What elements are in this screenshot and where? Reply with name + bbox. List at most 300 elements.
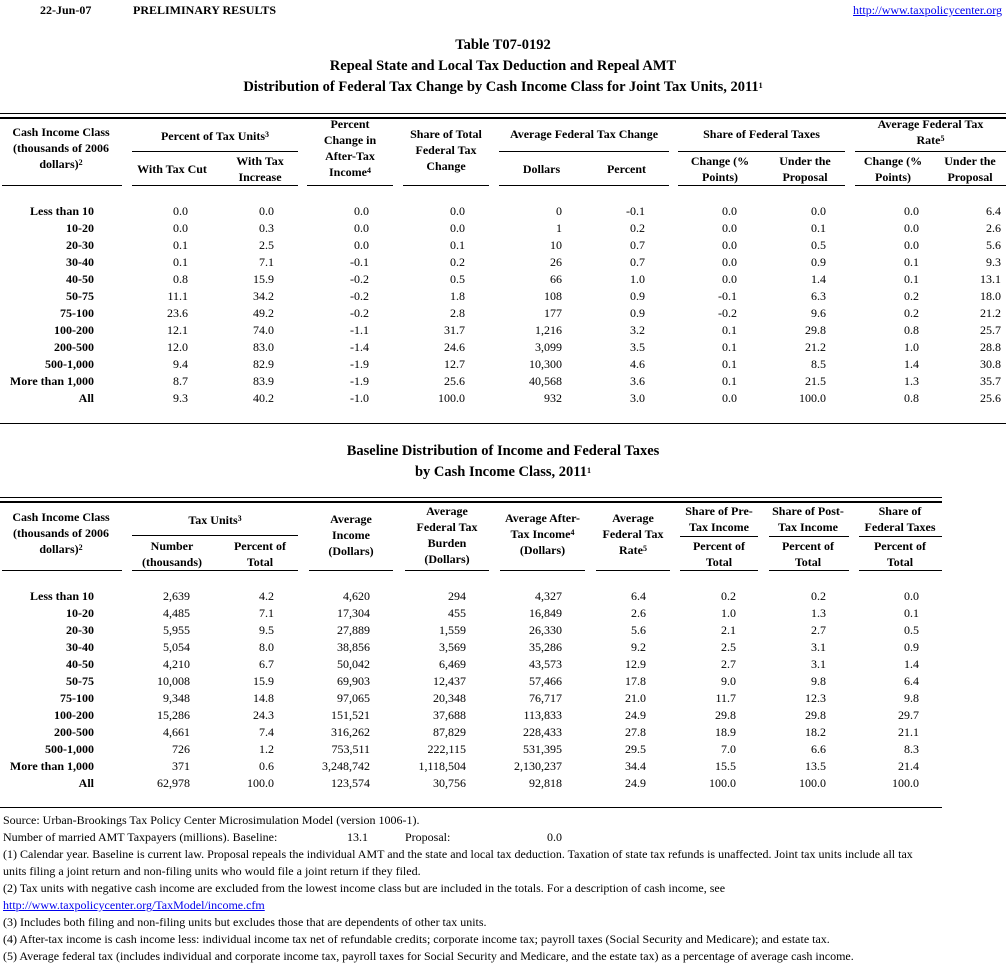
- col-header-share-pretax-pct: Percent of Total: [692, 539, 746, 569]
- header-underline: [680, 570, 758, 571]
- table-cell: 0: [556, 204, 562, 218]
- table-cell: 12.9: [625, 657, 646, 671]
- table-cell: 21.4: [898, 759, 919, 773]
- table-cell: 0.5: [904, 623, 919, 637]
- table-cell: 35.7: [980, 374, 1001, 388]
- table-cell: 82.9: [253, 357, 274, 371]
- header-underline: [403, 185, 489, 186]
- footnote-1: (1) Calendar year. Baseline is current law. Proposal repeals the individual AMT and the state and local tax deduction. Taxation of state tax refunds is unaffected. Joint tax units include all tax: [3, 847, 913, 861]
- table-cell: 371: [172, 759, 190, 773]
- table-cell: 27,889: [337, 623, 370, 637]
- table-cell: 0.2: [450, 255, 465, 269]
- table-cell: 0.2: [811, 589, 826, 603]
- col-header-share-under-proposal: Under the Proposal: [779, 154, 831, 184]
- table-cell: 1.0: [904, 340, 919, 354]
- table-cell: 3,569: [439, 640, 466, 654]
- table-cell: 4,661: [163, 725, 190, 739]
- col-group-share-pretax: Share of Pre- Tax Income: [685, 504, 753, 534]
- col-header-rate-change-pts: Change (% Points): [863, 154, 923, 184]
- table-cell: 15.9: [253, 674, 274, 688]
- table-cell: 3.0: [630, 391, 645, 405]
- table-cell: 123,574: [331, 776, 370, 790]
- table-cell: 1.0: [721, 606, 736, 620]
- row-income-class: 200-500: [54, 725, 94, 739]
- table-cell: 531,395: [523, 742, 562, 756]
- row-income-class: 30-40: [66, 255, 94, 269]
- table-cell: 31.7: [444, 323, 465, 337]
- table-cell: 40,568: [529, 374, 562, 388]
- table-cell: 21.2: [980, 306, 1001, 320]
- table-cell: 7.1: [259, 255, 274, 269]
- table-cell: 83.9: [253, 374, 274, 388]
- table-cell: 100.0: [799, 391, 826, 405]
- col-group-share-posttax: Share of Post- Tax Income: [772, 504, 844, 534]
- table-cell: 26,330: [529, 623, 562, 637]
- table-cell: 8.3: [904, 742, 919, 756]
- table-cell: 151,521: [331, 708, 370, 722]
- header-underline: [769, 570, 849, 571]
- table-cell: 0.0: [354, 204, 369, 218]
- table-cell: 2.6: [631, 606, 646, 620]
- table-cell: 1.2: [259, 742, 274, 756]
- table-cell: 8.7: [173, 374, 188, 388]
- table-cell: 18.2: [805, 725, 826, 739]
- header-underline: [678, 151, 845, 152]
- table-cell: 15.5: [715, 759, 736, 773]
- table-cell: 4.2: [259, 589, 274, 603]
- col-header-pct-change-after-tax: Percent Change in After-Tax Income$^4$: [323, 117, 377, 179]
- table-cell: 6.3: [811, 289, 826, 303]
- table-cell: 50,042: [337, 657, 370, 671]
- table-cell: 25.6: [980, 391, 1001, 405]
- table-cell: 7.0: [721, 742, 736, 756]
- table-cell: 1: [556, 221, 562, 235]
- header-website-link[interactable]: http://www.taxpolicycenter.org: [853, 3, 1002, 17]
- table-bottom-rule: [0, 807, 942, 808]
- table-cell: 1.8: [450, 289, 465, 303]
- amt-baseline-value: 13.1: [347, 830, 368, 844]
- row-income-class: 30-40: [66, 640, 94, 654]
- header-underline: [500, 570, 585, 571]
- table-cell: 10,008: [157, 674, 190, 688]
- table-cell: 1.0: [630, 272, 645, 286]
- table-cell: 9.2: [631, 640, 646, 654]
- table-cell: 11.1: [167, 289, 188, 303]
- table-cell: 0.9: [630, 289, 645, 303]
- table-cell: -0.2: [718, 306, 737, 320]
- table-cell: 5,054: [163, 640, 190, 654]
- table-cell: 100.0: [799, 776, 826, 790]
- header-underline: [132, 570, 298, 571]
- table-cell: 9,348: [163, 691, 190, 705]
- table-cell: 1.4: [904, 657, 919, 671]
- table-cell: 21.0: [625, 691, 646, 705]
- table-cell: 3.1: [811, 657, 826, 671]
- header-underline: [678, 185, 845, 186]
- table-cell: 316,262: [331, 725, 370, 739]
- table-cell: 9.8: [811, 674, 826, 688]
- table-cell: 17,304: [337, 606, 370, 620]
- row-income-class: All: [78, 776, 94, 790]
- footnote-2: (2) Tax units with negative cash income are excluded from the lowest income class but are included in the totals. For a description of cash income, see: [3, 881, 726, 895]
- table-cell: 0.5: [811, 238, 826, 252]
- table-cell: 0.0: [722, 272, 737, 286]
- table-cell: 0.0: [450, 204, 465, 218]
- table-cell: 15,286: [157, 708, 190, 722]
- col-header-share-total-change: Share of Total Federal Tax Change: [410, 127, 482, 173]
- row-income-class: 100-200: [54, 708, 94, 722]
- table-cell: -1.9: [350, 374, 369, 388]
- table-cell: 0.0: [722, 255, 737, 269]
- table-cell: 6.4: [631, 589, 646, 603]
- col-header-avg-rate: Average Federal Tax Rate$^5$: [602, 511, 664, 557]
- table-cell: 0.1: [722, 357, 737, 371]
- table-cell: 37,688: [433, 708, 466, 722]
- table-cell: 6,469: [439, 657, 466, 671]
- row-income-class: 100-200: [54, 323, 94, 337]
- col-header-avg-after-tax: Average After- Tax Income$^4$ (Dollars): [505, 511, 580, 557]
- table-cell: 1,216: [535, 323, 562, 337]
- table-cell: 34.4: [625, 759, 646, 773]
- col-header-share-posttax-pct: Percent of Total: [781, 539, 835, 569]
- table-cell: 25.7: [980, 323, 1001, 337]
- col-group-share-fed-taxes: Share of Federal Taxes: [703, 127, 820, 141]
- col-group-avg-tax-rate: Average Federal Tax Rate$^5$: [877, 117, 984, 147]
- table-cell: 0.8: [173, 272, 188, 286]
- table-cell: 5.6: [631, 623, 646, 637]
- table-cell: 0.9: [811, 255, 826, 269]
- header-underline: [855, 151, 1006, 152]
- table-cell: 12.0: [167, 340, 188, 354]
- table-cell: 69,903: [337, 674, 370, 688]
- table-cell: 0.0: [904, 204, 919, 218]
- col-header-number: Number (thousands): [141, 539, 203, 569]
- table-cell: 23.6: [167, 306, 188, 320]
- col-header-income-class: Cash Income Class (thousands of 2006 dollars)$^2$: [12, 510, 110, 556]
- table-cell: 15.9: [253, 272, 274, 286]
- table-title: Repeal State and Local Tax Deduction and Repeal AMT: [329, 58, 677, 74]
- table-cell: 12.3: [805, 691, 826, 705]
- table-cell: 21.1: [898, 725, 919, 739]
- footnote-amt-count: Number of married AMT Taxpayers (millions). Baseline: 13.1 Proposal: 0.0: [3, 830, 562, 844]
- table-cell: 9.5: [259, 623, 274, 637]
- table-cell: 3,248,742: [322, 759, 370, 773]
- report-status: PRELIMINARY RESULTS: [133, 3, 277, 17]
- table-cell: 14.8: [253, 691, 274, 705]
- table-id: Table T07-0192: [455, 37, 551, 53]
- table-cell: 74.0: [253, 323, 274, 337]
- table-cell: 1,118,504: [418, 759, 466, 773]
- table-cell: 0.1: [722, 374, 737, 388]
- baseline-table-title: Baseline Distribution of Income and Federal Taxes: [346, 443, 660, 459]
- table-cell: 0.0: [173, 204, 188, 218]
- table-cell: 228,433: [523, 725, 562, 739]
- table-cell: 6.4: [986, 204, 1001, 218]
- table-cell: -0.1: [626, 204, 645, 218]
- table-cell: 1,559: [439, 623, 466, 637]
- table-cell: 35,286: [529, 640, 562, 654]
- table-cell: -1.1: [350, 323, 369, 337]
- row-income-class: Less than 10: [29, 204, 94, 218]
- table-cell: 3.5: [630, 340, 645, 354]
- header-underline: [2, 185, 122, 186]
- table-cell: 4,620: [343, 589, 370, 603]
- table-cell: 0.0: [354, 238, 369, 252]
- table-cell: 294: [448, 589, 466, 603]
- table-cell: 27.8: [625, 725, 646, 739]
- table-cell: 753,511: [331, 742, 370, 756]
- row-income-class: 50-75: [66, 674, 94, 688]
- table-cell: 2,639: [163, 589, 190, 603]
- table-cell: 9.3: [173, 391, 188, 405]
- table-cell: 3.1: [811, 640, 826, 654]
- table-cell: 0.2: [630, 221, 645, 235]
- table-cell: 0.5: [450, 272, 465, 286]
- table-cell: 28.8: [980, 340, 1001, 354]
- table-cell: 0.0: [173, 221, 188, 235]
- table-cell: -0.2: [350, 272, 369, 286]
- table-cell: 34.2: [253, 289, 274, 303]
- table-cell: 24.6: [444, 340, 465, 354]
- row-income-class: Less than 10: [29, 589, 94, 603]
- col-header-share-change-pts: Change (% Points): [690, 154, 750, 184]
- table-cell: 21.5: [805, 374, 826, 388]
- row-income-class: 40-50: [66, 657, 94, 671]
- table-cell: 0.0: [722, 204, 737, 218]
- table-cell: 10,300: [529, 357, 562, 371]
- header-underline: [307, 185, 393, 186]
- row-income-class: More than 1,000: [9, 759, 94, 773]
- table-cell: 2.6: [986, 221, 1001, 235]
- table-cell: 1.3: [904, 374, 919, 388]
- table-cell: 17.8: [625, 674, 646, 688]
- table-cell: 0.0: [904, 589, 919, 603]
- table-cell: 0.1: [904, 606, 919, 620]
- footnote-3: (3) Includes both filing and non-filing units but excludes those that are dependents of other tax units.: [3, 915, 487, 929]
- table-cell: 0.2: [721, 589, 736, 603]
- header-underline: [680, 536, 758, 537]
- table-cell: 3.6: [630, 374, 645, 388]
- income-definition-link[interactable]: http://www.taxpolicycenter.org/TaxModel/income.cfm: [3, 898, 265, 912]
- report-date: 22-Jun-07: [40, 3, 92, 17]
- col-header-with-tax-cut: With Tax Cut: [137, 162, 207, 176]
- table-cell: 9.6: [811, 306, 826, 320]
- table-cell: 2.8: [450, 306, 465, 320]
- table-cell: 40.2: [253, 391, 274, 405]
- table-cell: -0.2: [350, 306, 369, 320]
- header-underline: [596, 570, 670, 571]
- row-income-class: All: [78, 391, 94, 405]
- table-cell: 16,849: [529, 606, 562, 620]
- baseline-table-subtitle: by Cash Income Class, 2011$^1$: [414, 464, 591, 480]
- table-cell: 29.5: [625, 742, 646, 756]
- col-header-income-class: Cash Income Class (thousands of 2006 dollars)$^2$: [12, 125, 110, 171]
- table-cell: 100.0: [438, 391, 465, 405]
- table-cell: 0.1: [904, 272, 919, 286]
- col-header-rate-under-proposal: Under the Proposal: [944, 154, 996, 184]
- table-cell: 66: [550, 272, 562, 286]
- header-underline: [309, 570, 393, 571]
- table-cell: 0.0: [904, 221, 919, 235]
- table-cell: 100.0: [247, 776, 274, 790]
- table-cell: 20,348: [433, 691, 466, 705]
- col-group-avg-tax-change: Average Federal Tax Change: [509, 127, 659, 141]
- table-cell: -1.0: [350, 391, 369, 405]
- table-cell: 24.9: [625, 776, 646, 790]
- table-cell: 25.6: [444, 374, 465, 388]
- table-cell: 4,210: [163, 657, 190, 671]
- table-cell: 4.6: [630, 357, 645, 371]
- col-header-avg-income: Average Income (Dollars): [328, 512, 374, 558]
- amt-proposal-value: 0.0: [547, 830, 562, 844]
- table-cell: 9.0: [721, 674, 736, 688]
- table-cell: 0.9: [904, 640, 919, 654]
- table-cell: 7.1: [259, 606, 274, 620]
- table-cell: 24.3: [253, 708, 274, 722]
- col-group-percent-tax-units: Percent of Tax Units$^3$: [160, 129, 270, 143]
- table-cell: 12.7: [444, 357, 465, 371]
- header-underline: [769, 536, 849, 537]
- table-cell: 0.1: [904, 255, 919, 269]
- row-income-class: 20-30: [66, 238, 94, 252]
- table-cell: 177: [544, 306, 562, 320]
- table-cell: 2.5: [259, 238, 274, 252]
- table-cell: 18.9: [715, 725, 736, 739]
- row-income-class: 50-75: [66, 289, 94, 303]
- table-cell: 92,818: [529, 776, 562, 790]
- table-cell: 726: [172, 742, 190, 756]
- table-cell: 0.3: [259, 221, 274, 235]
- table-cell: 2.5: [721, 640, 736, 654]
- table-cell: 0.0: [904, 238, 919, 252]
- table-cell: 0.1: [811, 221, 826, 235]
- col-group-share-fed-taxes: Share of Federal Taxes: [864, 504, 936, 534]
- col-header-with-tax-increase: With Tax Increase: [236, 154, 284, 184]
- header-underline: [132, 185, 298, 186]
- table-subtitle: Distribution of Federal Tax Change by Cash Income Class for Joint Tax Units, 2011$^1$: [243, 79, 763, 95]
- table-cell: 4,327: [535, 589, 562, 603]
- header-underline: [859, 570, 942, 571]
- row-income-class: 10-20: [66, 221, 94, 235]
- table-cell: 26: [550, 255, 562, 269]
- table-cell: 0.0: [722, 238, 737, 252]
- table-cell: 30,756: [433, 776, 466, 790]
- table-cell: 0.7: [630, 255, 645, 269]
- table-cell: 2.7: [721, 657, 736, 671]
- footnote-source: Source: Urban-Brookings Tax Policy Center Microsimulation Model (version 1006-1).: [3, 813, 420, 827]
- table-cell: 13.5: [805, 759, 826, 773]
- table-cell: 100.0: [709, 776, 736, 790]
- table-cell: 0.0: [354, 221, 369, 235]
- col-header-avg-burden: Average Federal Tax Burden (Dollars): [416, 504, 478, 566]
- table-cell: 21.2: [805, 340, 826, 354]
- table-cell: 0.1: [450, 238, 465, 252]
- table-cell: 0.2: [904, 306, 919, 320]
- table-cell: 0.0: [722, 221, 737, 235]
- footnote-1-cont: units filing a joint return and non-filing units who would file a joint return if they filed.: [3, 864, 421, 878]
- table-cell: 13.1: [980, 272, 1001, 286]
- table-cell: 3.2: [630, 323, 645, 337]
- table-cell: 8.5: [811, 357, 826, 371]
- table-cell: 2.7: [811, 623, 826, 637]
- table-cell: 9.4: [173, 357, 188, 371]
- table-cell: -0.1: [350, 255, 369, 269]
- table-bottom-rule: [0, 423, 1006, 424]
- table-cell: 0.0: [722, 391, 737, 405]
- table-cell: 6.6: [811, 742, 826, 756]
- header-underline: [859, 536, 942, 537]
- table-cell: 108: [544, 289, 562, 303]
- table-cell: 0.6: [259, 759, 274, 773]
- table-cell: 7.4: [259, 725, 274, 739]
- table-cell: 0.8: [904, 323, 919, 337]
- table-cell: 8.0: [259, 640, 274, 654]
- table-cell: 11.7: [715, 691, 736, 705]
- table-cell: 2.1: [721, 623, 736, 637]
- row-income-class: 500-1,000: [45, 742, 94, 756]
- table-cell: 29.8: [715, 708, 736, 722]
- footnote-4: (4) After-tax income is cash income less: individual income tax net of refundable credits; corporate income tax; payroll taxes (Social Security and Medicare); and estate tax.: [3, 932, 830, 946]
- table-cell: 1.3: [811, 606, 826, 620]
- table-cell: 6.7: [259, 657, 274, 671]
- table-cell: 12,437: [433, 674, 466, 688]
- table-cell: 24.9: [625, 708, 646, 722]
- table-cell: 18.0: [980, 289, 1001, 303]
- header-underline: [499, 185, 669, 186]
- table-cell: 5.6: [986, 238, 1001, 252]
- table-cell: 0.0: [259, 204, 274, 218]
- table-cell: 83.0: [253, 340, 274, 354]
- row-income-class: 40-50: [66, 272, 94, 286]
- table-cell: 222,115: [427, 742, 466, 756]
- header-underline: [132, 535, 298, 536]
- table-cell: 100.0: [892, 776, 919, 790]
- table-cell: 10: [550, 238, 562, 252]
- header-underline: [405, 570, 489, 571]
- table-cell: 0.8: [904, 391, 919, 405]
- table-cell: -1.4: [350, 340, 369, 354]
- table-cell: 6.4: [904, 674, 919, 688]
- col-header-percent: Percent: [606, 162, 647, 176]
- header-underline: [132, 151, 298, 152]
- table-cell: 932: [544, 391, 562, 405]
- table-cell: 57,466: [529, 674, 562, 688]
- footnote-5: (5) Average federal tax (includes individual and corporate income tax, payroll taxes for Social Security and Medicare, and the estate tax) as a percentage of average cash income.: [3, 949, 854, 963]
- row-income-class: 75-100: [60, 691, 94, 705]
- table-cell: 97,065: [337, 691, 370, 705]
- table-cell: 0.0: [450, 221, 465, 235]
- table-cell: 0.1: [722, 340, 737, 354]
- table-cell: 0.9: [630, 306, 645, 320]
- header-underline: [2, 570, 122, 571]
- table-cell: 87,829: [433, 725, 466, 739]
- table-cell: 3,099: [535, 340, 562, 354]
- col-header-dollars: Dollars: [522, 162, 561, 176]
- table-cell: 5,955: [163, 623, 190, 637]
- row-income-class: 75-100: [60, 306, 94, 320]
- row-income-class: 10-20: [66, 606, 94, 620]
- table-cell: 113,833: [523, 708, 562, 722]
- row-income-class: 500-1,000: [45, 357, 94, 371]
- table-cell: 30.8: [980, 357, 1001, 371]
- row-income-class: 200-500: [54, 340, 94, 354]
- table-cell: 455: [448, 606, 466, 620]
- header-underline: [499, 151, 669, 152]
- table-cell: 2,130,237: [514, 759, 562, 773]
- table-cell: -0.1: [718, 289, 737, 303]
- table-cell: 49.2: [253, 306, 274, 320]
- table-cell: 29.8: [805, 708, 826, 722]
